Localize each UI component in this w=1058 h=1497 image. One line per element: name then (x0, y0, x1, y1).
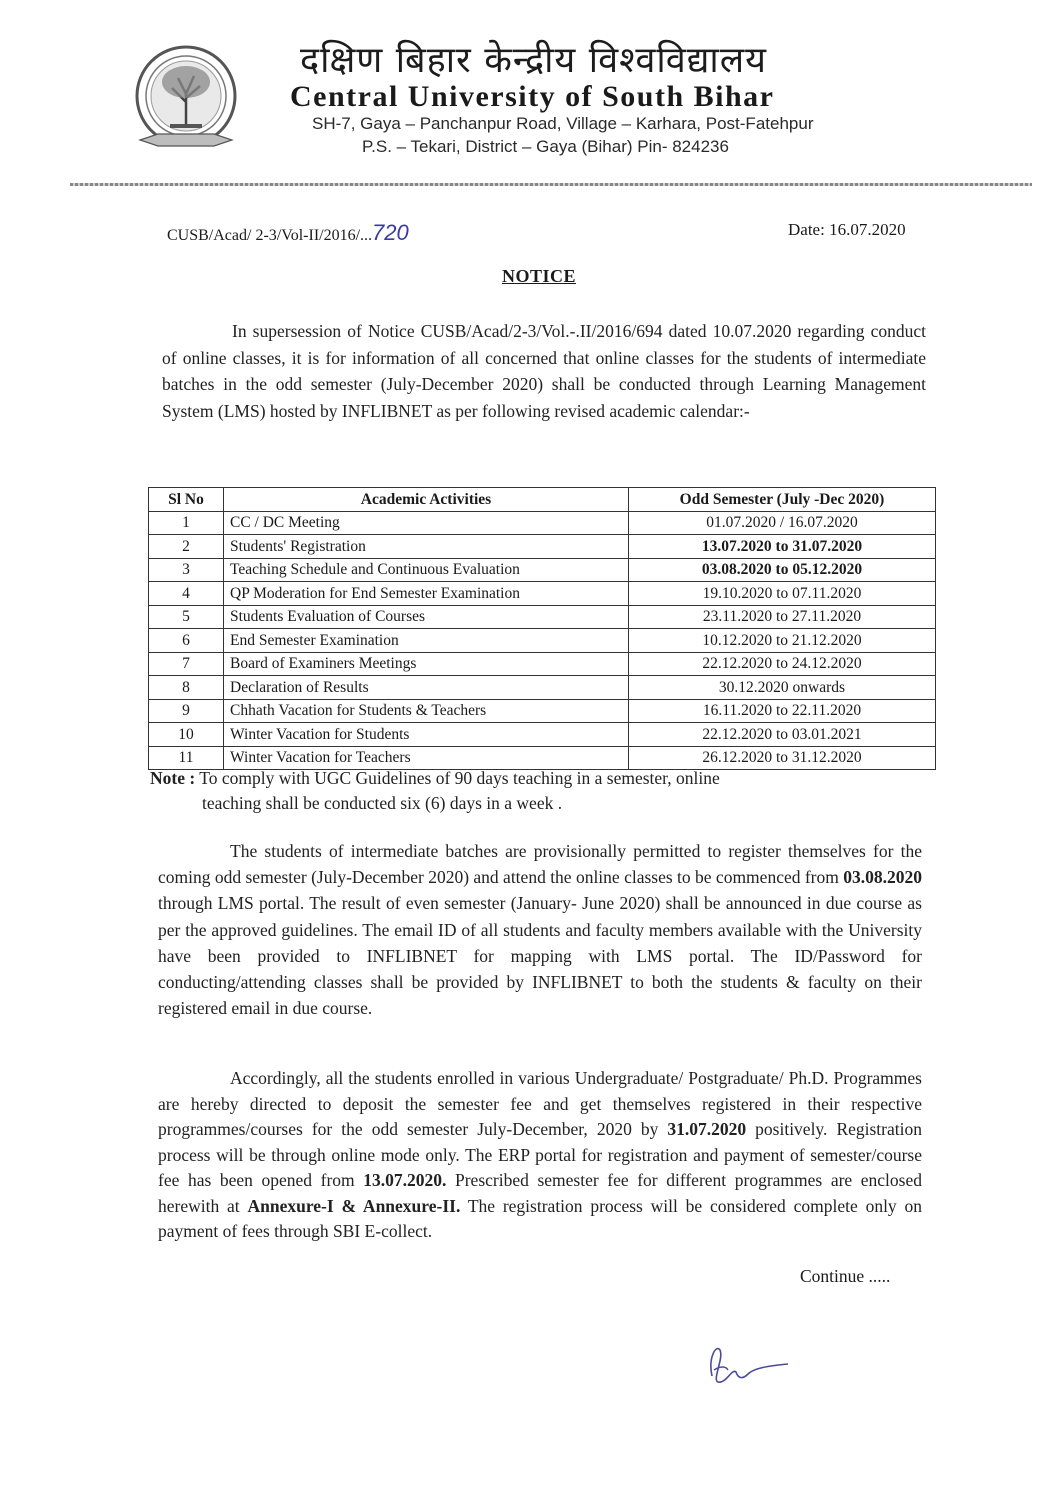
activity-cell: Chhath Vacation for Students & Teachers (224, 699, 629, 723)
university-name-hindi: दक्षिण बिहार केन्द्रीय विश्वविद्यालय (300, 40, 768, 81)
table-row (149, 676, 936, 700)
serial-cell: 5 (149, 605, 224, 629)
activity-cell: CC / DC Meeting (224, 511, 629, 535)
date-cell: 10.12.2020 to 21.12.2020 (629, 629, 936, 653)
serial-cell: 10 (149, 723, 224, 747)
header-activities: Academic Activities (224, 488, 629, 512)
paragraph-3-text-3: Prescribed semester fee for different programmes are enclosed herewith at (158, 1170, 923, 1216)
date-cell: 22.12.2020 to 03.01.2021 (629, 723, 936, 747)
handwritten-reference-no: 720 (372, 220, 409, 245)
paragraph-3-text: Accordingly, all the students enrolled in various Undergraduate/ Postgraduate/ Ph.D. Programmes are hereby directed to deposit the semester fee and get themselves registered in their respective programmes/courses for the odd semester July-December, 2020 by (158, 1068, 922, 1139)
date-cell: 23.11.2020 to 27.11.2020 (629, 605, 936, 629)
table-row (149, 582, 936, 606)
date-cell: 13.07.2020 to 31.07.2020 (629, 535, 936, 559)
paragraph-3 (158, 1066, 922, 1245)
university-seal-icon (132, 44, 240, 156)
activity-cell: QP Moderation for End Semester Examination (224, 582, 629, 606)
paragraph-2 (158, 838, 922, 1021)
activity-cell: Winter Vacation for Students (224, 723, 629, 747)
note-line-1: To comply with UGC Guidelines of 90 days teaching in a semester, online (199, 768, 720, 788)
date-cell: 19.10.2020 to 07.11.2020 (629, 582, 936, 606)
notice-title: NOTICE (502, 266, 577, 286)
university-name-english: Central University of South Bihar (290, 80, 775, 113)
serial-cell: 7 (149, 652, 224, 676)
paragraph-2-text: The students of intermediate batches are provisionally permitted to register themselves for the coming odd semester (July-December 2020) and attend the online classes to be commenced from (158, 841, 922, 888)
notice-date: Date: 16.07.2020 (788, 220, 906, 239)
table-row (149, 652, 936, 676)
address-line-2: P.S. – Tekari, District – Gaya (Bihar) Pin- 824236 (362, 137, 729, 156)
table-row (149, 605, 936, 629)
table-row (149, 535, 936, 559)
table-header-row (149, 488, 936, 512)
reference-number (167, 220, 409, 246)
note-line-2: teaching shall be conducted six (6) days in a week . (202, 793, 563, 813)
activity-cell: Students Evaluation of Courses (224, 605, 629, 629)
serial-cell: 3 (149, 558, 224, 582)
table-row (149, 558, 936, 582)
commencement-date: 03.08.2020 (843, 867, 922, 888)
serial-cell: 6 (149, 629, 224, 653)
date-cell: 03.08.2020 to 05.12.2020 (629, 558, 936, 582)
annexure-reference: Annexure-I & Annexure-II. (247, 1195, 461, 1216)
serial-cell: 8 (149, 676, 224, 700)
date-cell: 30.12.2020 onwards (629, 676, 936, 700)
activity-cell: Students' Registration (224, 535, 629, 559)
serial-cell: 4 (149, 582, 224, 606)
serial-cell: 1 (149, 511, 224, 535)
table-row (149, 511, 936, 535)
date-cell: 22.12.2020 to 24.12.2020 (629, 652, 936, 676)
paragraph-1: In supersession of Notice CUSB/Acad/2-3/Vol.-.II/2016/694 dated 10.07.2020 regarding conduct of online classes, it is for information of all concerned that online classes for the students of intermediate batches in the odd semester (July-December 2020) shall be conducted through Learning Management System (LMS) hosted by INFLIBNET as per following revised academic calendar:- (162, 321, 926, 421)
registration-deadline: 31.07.2020 (667, 1119, 747, 1139)
address-line-1: SH-7, Gaya – Panchanpur Road, Village – Karhara, Post-Fatehpur (312, 114, 814, 133)
paragraph-3-text-2: positively. Registration process will be through online mode only. The ERP portal for registration and payment of semester/course fee has been opened from (158, 1119, 922, 1190)
table-row (149, 723, 936, 747)
activity-cell: Declaration of Results (224, 676, 629, 700)
header-odd-semester: Odd Semester (July -Dec 2020) (629, 488, 936, 512)
table-row (149, 699, 936, 723)
header-sl-no: Sl No (149, 488, 224, 512)
date-cell: 16.11.2020 to 22.11.2020 (629, 699, 936, 723)
note (150, 766, 924, 816)
activity-cell: End Semester Examination (224, 629, 629, 653)
serial-cell: 9 (149, 699, 224, 723)
table-body (149, 511, 936, 770)
portal-open-date: 13.07.2020. (363, 1170, 447, 1190)
activity-cell: Winter Vacation for Teachers (224, 746, 629, 770)
letterhead-divider (70, 183, 1032, 186)
paragraph-2-text-cont: through LMS portal. The result of even semester (January- June 2020) shall be announced in due course as per the approved guidelines. The email ID of all students and faculty members available with the University have been provided to INFLIBNET for mapping with LMS portal. The ID/Password for conducting/attending classes shall be provided by INFLIBNET to both the students & faculty on their registered email in due course. (158, 893, 922, 1019)
note-label: Note : (150, 768, 196, 788)
date-cell: 01.07.2020 / 16.07.2020 (629, 511, 936, 535)
reference-prefix: CUSB/Acad/ 2-3/Vol-II/2016/... (167, 227, 373, 244)
activity-cell: Teaching Schedule and Continuous Evaluation (224, 558, 629, 582)
serial-cell: 2 (149, 535, 224, 559)
serial-cell: 11 (149, 746, 224, 770)
activity-cell: Board of Examiners Meetings (224, 652, 629, 676)
date-cell: 26.12.2020 to 31.12.2020 (629, 746, 936, 770)
academic-calendar-table (148, 487, 936, 770)
signature-icon (698, 1336, 794, 1396)
continue-marker: Continue ..... (800, 1266, 891, 1286)
paragraph-3-text-4: The registration process will be considered complete only on payment of fees through SBI E-collect. (158, 1195, 922, 1241)
table-row (149, 629, 936, 653)
